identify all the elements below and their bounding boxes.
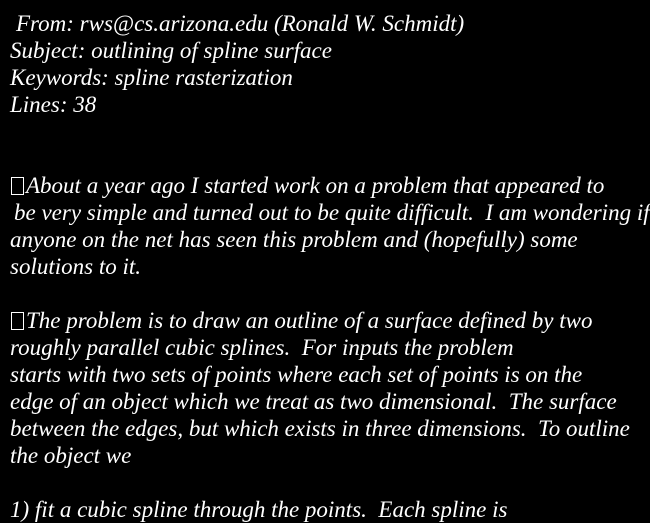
header-lines: Lines: 38 [10,92,97,117]
paragraph-1-line-3: anyone on the net has seen this problem and (hopefully) some [10,227,578,252]
paragraph-3-line-1: 1) fit a cubic spline through the points. Each spline is [10,497,508,522]
missing-glyph-icon [11,177,24,195]
header-keywords: Keywords: spline rasterization [10,65,293,90]
missing-glyph-icon [11,312,24,330]
header-from: From: rws@cs.arizona.edu (Ronald W. Schmidt) [16,11,465,36]
paragraph-1-line-2: be very simple and turned out to be quite difficult. I am wondering if [14,200,650,225]
paragraph-2-line-3: starts with two sets of points where each set of points is on the [10,362,583,387]
header-subject: Subject: outlining of spline surface [10,38,332,63]
paragraph-2-line-2: roughly parallel cubic splines. For inputs the problem [10,335,514,360]
paragraph-1-line-1: About a year ago I started work on a problem that appeared to [10,172,604,199]
paragraph-1-line-4: solutions to it. [10,254,141,279]
paragraph-2-line-1: The problem is to draw an outline of a surface defined by two [10,307,592,334]
paragraph-2-line-4: edge of an object which we treat as two dimensional. The surface [10,389,617,414]
paragraph-2-line-5: between the edges, but which exists in three dimensions. To outline [10,416,630,441]
paragraph-2-line-6: the object we [10,443,132,468]
